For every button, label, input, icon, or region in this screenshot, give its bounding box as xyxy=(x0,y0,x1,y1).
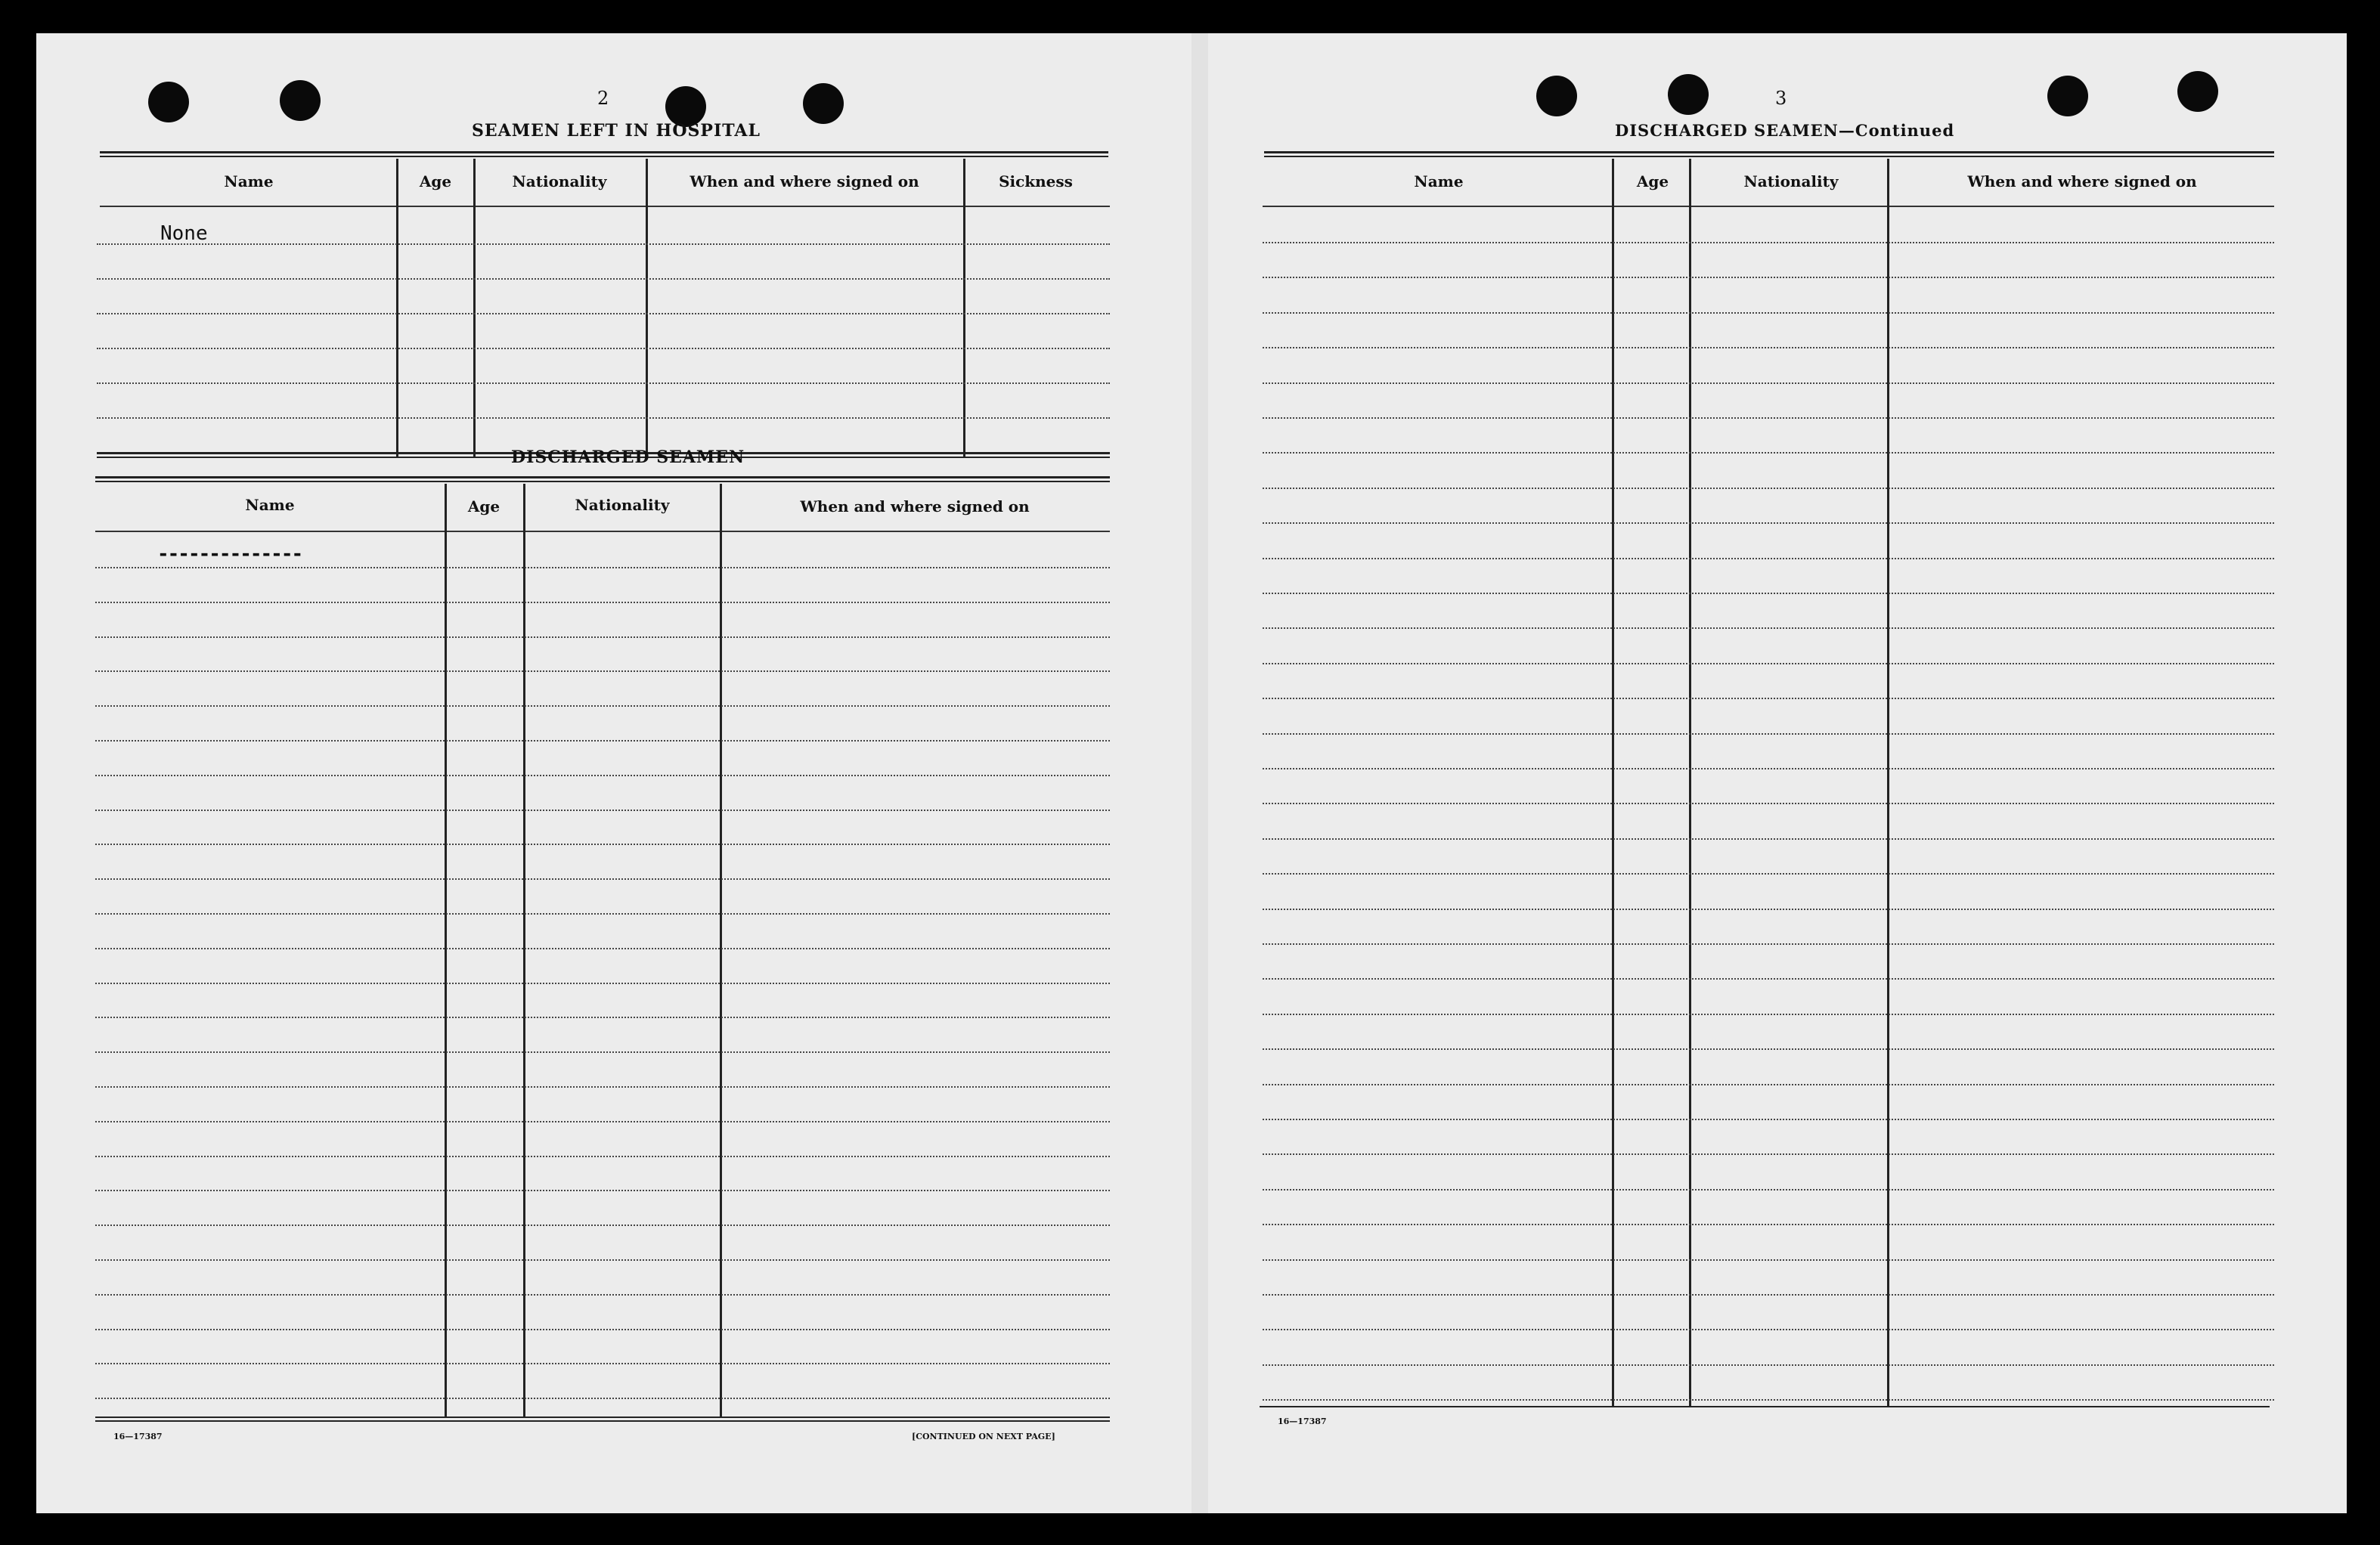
column-divider xyxy=(1689,159,1691,1407)
form-number-right: 16—17387 xyxy=(1278,1417,1327,1426)
table-row-line xyxy=(97,313,1110,314)
table-row-line xyxy=(1263,1153,2274,1155)
table-row-line xyxy=(95,1121,1110,1122)
table-row-line xyxy=(1263,627,2274,629)
table-row-line xyxy=(1263,558,2274,559)
col-header-signed-on: When and where signed on xyxy=(690,172,919,190)
table-row-line xyxy=(95,602,1110,603)
column-divider xyxy=(1887,159,1889,1407)
table-row-line xyxy=(95,1017,1110,1018)
table-row-line xyxy=(1263,803,2274,804)
table-row-line xyxy=(1263,1048,2274,1050)
punch-hole xyxy=(1668,74,1709,115)
discharged-section-title: DISCHARGED SEAMEN xyxy=(511,447,745,467)
rule xyxy=(95,481,1110,482)
table-row-line xyxy=(1263,242,2274,243)
column-divider xyxy=(473,159,476,458)
table-row-line xyxy=(1263,1224,2274,1225)
table-row-line xyxy=(1263,838,2274,840)
col-header-signed-on: When and where signed on xyxy=(800,497,1030,516)
punch-hole xyxy=(803,83,844,124)
table-row-line xyxy=(1263,593,2274,594)
table-row-line xyxy=(95,740,1110,742)
table-row-line xyxy=(95,1294,1110,1296)
table-row-line xyxy=(95,844,1110,845)
table-row-line xyxy=(1263,488,2274,489)
table-row-line xyxy=(95,1329,1110,1330)
table-row-line xyxy=(95,705,1110,707)
column-divider xyxy=(963,159,965,458)
table-row-line xyxy=(1263,1014,2274,1015)
col-header-age: Age xyxy=(1636,172,1669,190)
rule xyxy=(95,1420,1110,1422)
table-row-line xyxy=(97,348,1110,349)
table-row-line xyxy=(1263,417,2274,419)
col-header-name: Name xyxy=(1414,172,1464,190)
rule xyxy=(1260,1406,2270,1407)
table-row-line xyxy=(1263,347,2274,348)
col-header-name: Name xyxy=(245,496,295,514)
table-row-line xyxy=(1263,452,2274,454)
col-header-nationality: Nationality xyxy=(1743,172,1839,190)
table-row-line xyxy=(1263,1329,2274,1330)
table-row-line xyxy=(95,636,1110,638)
col-header-nationality: Nationality xyxy=(575,496,670,514)
table-row-line xyxy=(1263,698,2274,699)
table-row-line xyxy=(95,1259,1110,1261)
form-number-left: 16—17387 xyxy=(113,1432,163,1441)
table-row-line xyxy=(95,670,1110,672)
table-row-line xyxy=(1263,1189,2274,1190)
table-row-line xyxy=(1263,663,2274,664)
col-header-name: Name xyxy=(224,172,274,190)
table-row-line xyxy=(1263,1364,2274,1366)
punch-hole xyxy=(2047,76,2088,116)
punch-hole xyxy=(1536,76,1577,116)
punch-hole xyxy=(148,82,189,122)
col-header-age: Age xyxy=(419,172,452,190)
table-row-line xyxy=(95,878,1110,880)
table-row-line xyxy=(1263,978,2274,980)
column-divider xyxy=(646,159,648,458)
table-row-line xyxy=(1263,1084,2274,1085)
table-row-line xyxy=(95,1190,1110,1191)
table-row-line xyxy=(95,983,1110,984)
table-row-line xyxy=(1263,522,2274,524)
column-divider xyxy=(396,159,398,458)
table-row-line xyxy=(1263,733,2274,735)
table-row-line xyxy=(95,1363,1110,1364)
table-row-line xyxy=(1263,312,2274,314)
continued-note: [CONTINUED ON NEXT PAGE] xyxy=(912,1432,1055,1441)
hospital-entry: None xyxy=(160,222,208,245)
header-underline xyxy=(100,206,1110,207)
table-row-line xyxy=(1263,873,2274,875)
header-underline xyxy=(1263,206,2274,207)
table-row-line xyxy=(95,1398,1110,1399)
table-row-line xyxy=(95,1225,1110,1226)
rule xyxy=(100,151,1108,153)
rule xyxy=(95,476,1110,478)
discharged-entry: -------------- xyxy=(157,543,302,565)
table-row-line xyxy=(1263,1294,2274,1296)
table-row-line xyxy=(95,567,1110,568)
table-row-line xyxy=(95,1051,1110,1053)
punch-hole xyxy=(2177,71,2218,112)
table-row-line xyxy=(95,810,1110,811)
table-row-line xyxy=(1263,1259,2274,1261)
table-row-line xyxy=(97,417,1110,419)
table-row-line xyxy=(1263,382,2274,384)
col-header-sickness: Sickness xyxy=(999,172,1073,190)
rule xyxy=(1264,151,2274,153)
rule xyxy=(95,1417,1110,1418)
punch-hole xyxy=(280,80,321,121)
table-row-line xyxy=(95,1086,1110,1088)
table-row-line xyxy=(95,1156,1110,1157)
column-divider xyxy=(523,484,525,1418)
table-row-line xyxy=(1263,1399,2274,1401)
table-row-line xyxy=(97,243,1110,245)
rule xyxy=(1264,156,2274,157)
col-header-signed-on: When and where signed on xyxy=(1967,172,2197,190)
table-row-line xyxy=(1263,943,2274,945)
header-underline xyxy=(95,531,1110,532)
hospital-section-title: SEAMEN LEFT IN HOSPITAL xyxy=(472,121,761,141)
table-row-line xyxy=(97,382,1110,384)
column-divider xyxy=(1612,159,1614,1407)
table-row-line xyxy=(1263,768,2274,769)
table-row-line xyxy=(1263,909,2274,910)
column-divider xyxy=(720,484,722,1418)
rule xyxy=(100,156,1108,157)
table-row-line xyxy=(95,913,1110,915)
document-sheet xyxy=(36,33,2347,1513)
page-number-right: 3 xyxy=(1775,88,1787,109)
table-row-line xyxy=(1263,277,2274,278)
column-divider xyxy=(445,484,447,1418)
col-header-age: Age xyxy=(467,497,500,516)
table-row-line xyxy=(1263,1119,2274,1120)
table-row-line xyxy=(97,278,1110,280)
table-row-line xyxy=(95,948,1110,949)
page-fold xyxy=(1192,33,1208,1513)
page-number-left: 2 xyxy=(597,88,609,109)
col-header-nationality: Nationality xyxy=(512,172,607,190)
right-section-title: DISCHARGED SEAMEN—Continued xyxy=(1615,121,1955,140)
table-row-line xyxy=(95,775,1110,776)
